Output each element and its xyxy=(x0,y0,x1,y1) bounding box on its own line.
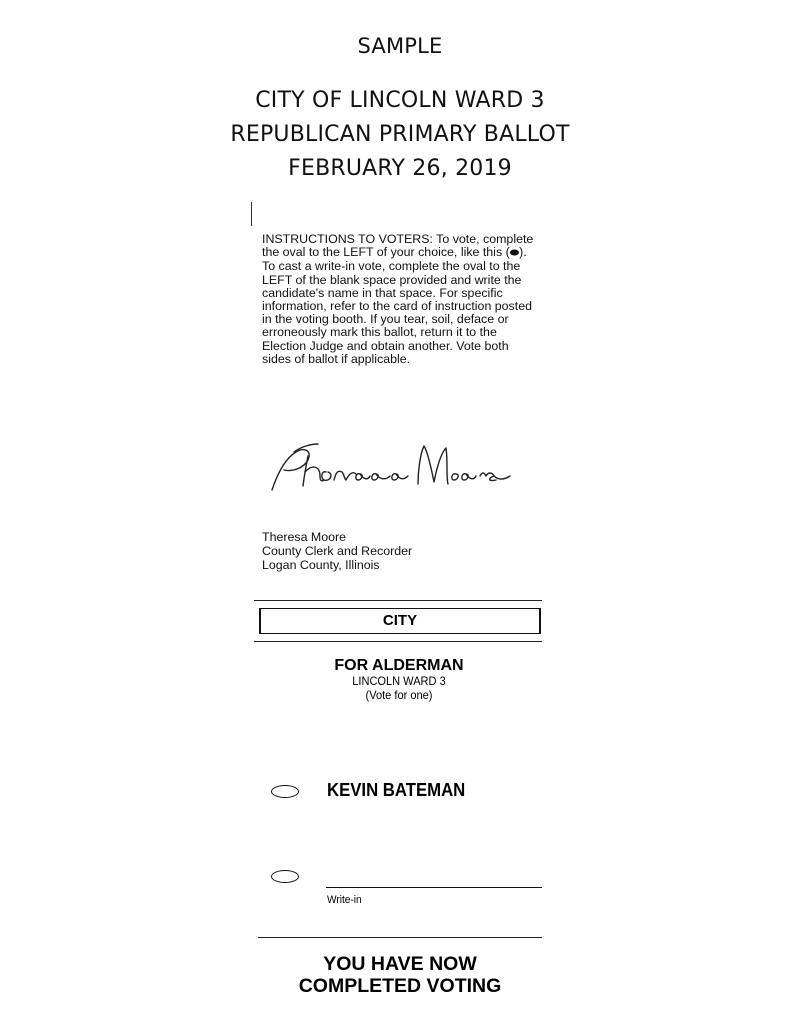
instructions-text xyxy=(262,233,534,366)
write-in-line[interactable] xyxy=(326,887,542,888)
write-in-label: Write-in xyxy=(327,894,362,906)
divider xyxy=(258,937,542,938)
ballot-title-line-2: REPUBLICAN PRIMARY BALLOT xyxy=(230,122,570,147)
completed-voting-message xyxy=(258,953,542,997)
completed-line-1: YOU HAVE NOW xyxy=(323,953,477,975)
ballot-title-line-1: CITY OF LINCOLN WARD 3 xyxy=(255,88,545,113)
race-vote-for: (Vote for one) xyxy=(365,688,433,702)
scan-mark xyxy=(251,202,252,226)
clerk-block xyxy=(262,530,412,572)
race-district: LINCOLN WARD 3 xyxy=(352,674,446,688)
instructions-part-1: INSTRUCTIONS TO VOTERS: To vote, complete the oval to the LEFT of your choice, like this ( xyxy=(262,232,534,260)
divider xyxy=(254,600,542,601)
completed-line-2: COMPLETED VOTING xyxy=(298,975,502,997)
race-title: FOR ALDERMAN xyxy=(334,657,464,674)
sample-heading: SAMPLE xyxy=(357,34,443,58)
candidate-name: KEVIN BATEMAN xyxy=(327,780,466,800)
clerk-name: Theresa Moore xyxy=(262,530,347,544)
divider xyxy=(254,641,542,642)
write-in-oval[interactable] xyxy=(271,870,299,883)
ballot-date: FEBRUARY 26, 2019 xyxy=(288,156,512,181)
clerk-title: County Clerk and Recorder xyxy=(262,544,413,558)
race-heading xyxy=(258,657,540,703)
filled-oval-icon: ⬬ xyxy=(509,247,520,260)
candidate-oval[interactable] xyxy=(271,785,299,798)
instructions-part-2: ). To cast a write-in vote, complete the oval to the LEFT of the blank space provided and write the candidate's name in that space. For specific information, refer to the card of instruction posted in the voting booth. If you tear, soil, deface or erroneously mark this ballot, return it to the Election Judge and obtain another. Vote both sides of ballot if applicable. xyxy=(262,245,532,366)
clerk-county: Logan County, Illinois xyxy=(262,558,380,572)
section-label-box: CITY xyxy=(259,608,541,634)
clerk-signature xyxy=(268,432,518,502)
